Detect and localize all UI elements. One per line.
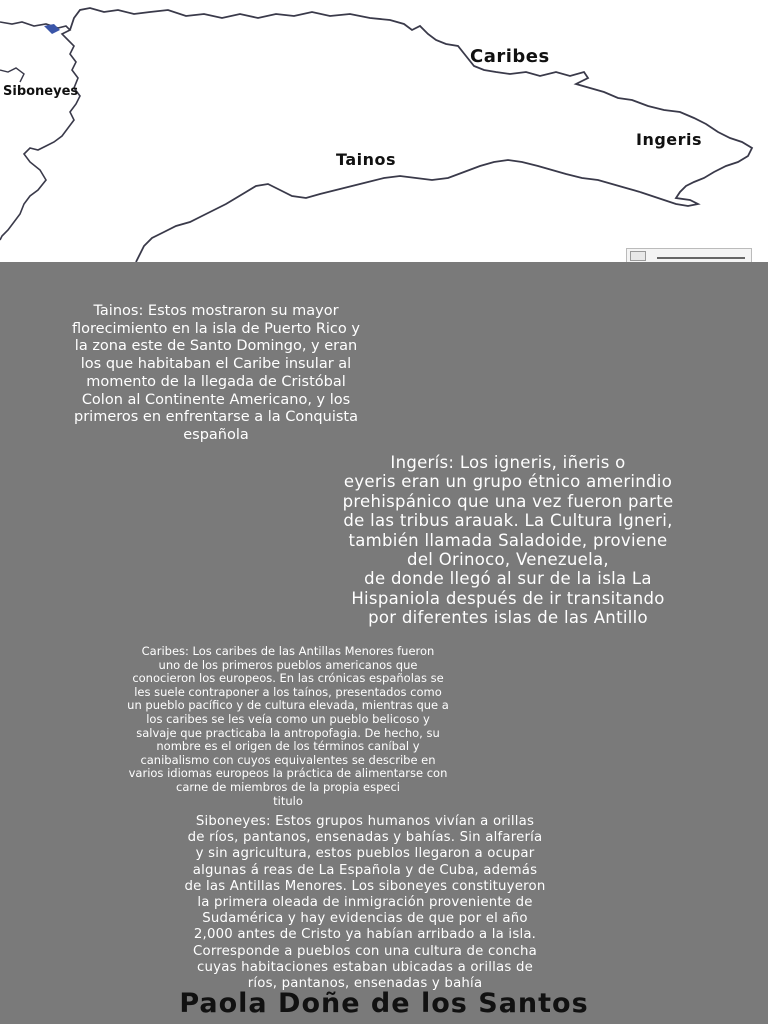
south-coast-line xyxy=(136,160,640,262)
water-marker xyxy=(44,24,60,34)
map-scale-icon xyxy=(630,251,646,261)
map-panel xyxy=(0,0,768,262)
map-scale-line xyxy=(657,257,745,259)
north-coast-line xyxy=(70,8,752,206)
section-siboneyes: Siboneyes: Estos grupos humanos vivían a orillas de ríos, pantanos, ensenadas y bahías. Sin alfarería y sin agricultura, estos pueblos llegaron a ocupar algunas á reas de La Española y de Cuba, además de las Antillas Menores. Los siboneyes constituyeron la primera oleada de inmigración proveniente de Sudamérica y hay evidencias de que por el año 2,000 antes de Cristo ya habían arribado a la isla. Corresponde a pueblos con una cultura de concha cuyas habitaciones estaban ubicadas a orillas de ríos, pantanos, ensenadas y bahía xyxy=(184,814,546,992)
map-scale-bar xyxy=(626,248,752,262)
author-name: Paola Doñe de los Santos xyxy=(179,988,589,1019)
haiti-border-line xyxy=(0,22,80,240)
map-label-siboneyes: Siboneyes xyxy=(3,84,79,99)
map-label-ingeris: Ingeris xyxy=(636,130,703,149)
map-label-caribes: Caribes xyxy=(470,46,550,67)
section-ingeris: Ingerís: Los igneris, iñeris o eyeris eran un grupo étnico amerindio prehispánico que una vez fueron parte de las tribus arauak. La Cultura Igneri, también llamada Saladoide, proviene del Orinoco, Venezuela, de donde llegó al sur de la isla La Hispaniola después de ir transitando por diferentes islas de las Antillo xyxy=(342,453,674,628)
section-tainos: Tainos: Estos mostraron su mayor florecimiento en la isla de Puerto Rico y la zona este de Santo Domingo, y eran los que habitaban el Caribe insular al momento de la llegada de Cristóbal Colon al Continente Americano, y los primeros en enfrentarse a la Conquista española xyxy=(72,303,360,443)
map-label-tainos: Tainos xyxy=(336,150,397,169)
west-coast-fragment xyxy=(0,68,24,82)
section-caribes: Caribes: Los caribes de las Antillas Menores fueron uno de los primeros pueblos americanos que conocieron los europeos. En las crónicas españolas se les suele contraponer a los taínos, presentados como un pueblo pacífico y de cultura elevada, mientras que a los caribes se les veía como un pueblo belicoso y salvaje que practicaba la antropofagia. De hecho, su nombre es el origen de los términos caníbal y canibalismo con cuyos equivalentes se describe en varios idiomas europeos la práctica de alimentarse con carne de miembros de la propia especi titulo xyxy=(127,644,449,808)
